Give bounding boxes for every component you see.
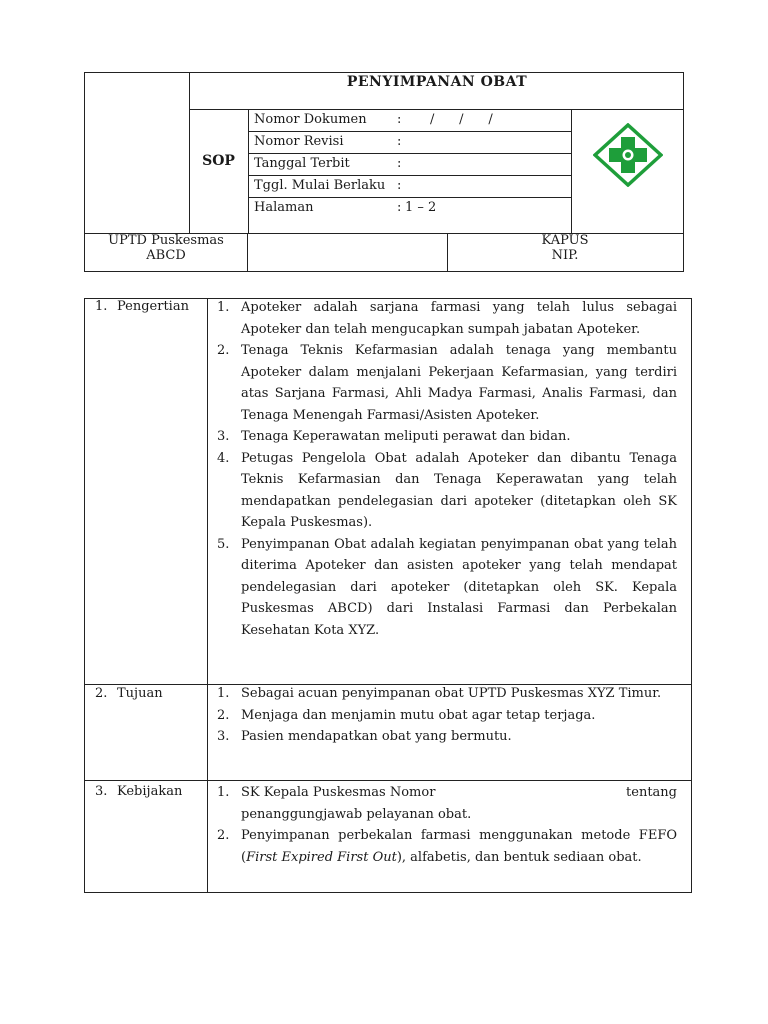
item-text: ), alfabetis, dan bentuk sediaan obat.	[396, 849, 642, 865]
signatory-nip: NIP.	[551, 248, 579, 263]
section-label-kebijakan	[95, 784, 182, 799]
item-number: 5.	[217, 536, 230, 552]
meta-colon: :	[397, 200, 402, 215]
item-number: 2.	[217, 343, 230, 358]
list-item	[217, 782, 677, 825]
item-number: 1.	[217, 300, 230, 315]
puskesmas-logo-icon	[593, 123, 663, 187]
footer-institution	[85, 233, 247, 263]
item-number: 1.	[217, 785, 230, 800]
section-label-tujuan	[95, 686, 163, 701]
institution-line: UPTD Puskesmas	[108, 233, 224, 248]
item-text: Sebagai acuan penyimpanan obat UPTD Puskesmas XYZ Timur.	[241, 686, 662, 701]
item-text-italic: First Expired First Out	[246, 849, 397, 865]
meta-colon: :	[397, 112, 402, 127]
sop-content-table	[84, 298, 692, 893]
section-label-pengertian	[95, 299, 189, 314]
item-number: 2.	[217, 707, 230, 723]
list-item	[217, 297, 677, 340]
tujuan-list	[217, 683, 677, 748]
meta-label: Nomor Revisi	[254, 134, 344, 149]
institution-line: ABCD	[146, 248, 186, 263]
meta-row-nomor-revisi	[248, 132, 571, 154]
item-number: 4.	[217, 450, 230, 466]
meta-row-mulai-berlaku	[248, 176, 571, 198]
item-first-line	[241, 782, 677, 804]
item-number: 1.	[217, 686, 230, 701]
item-text: Menjaga dan menjamin mutu obat agar tetap terjaga.	[241, 707, 596, 723]
item-text: Penyimpanan perbekalan farmasi menggunakan metode FEFO (	[241, 828, 677, 865]
sop-label: SOP	[202, 153, 235, 169]
meta-row-tanggal-terbit	[248, 154, 571, 176]
item-number: 2.	[217, 828, 230, 843]
section-title: Kebijakan	[117, 784, 183, 799]
document-title: PENYIMPANAN OBAT	[346, 74, 528, 90]
list-item	[217, 683, 677, 705]
item-text: Penyimpanan Obat adalah kegiatan penyimpanan obat yang telah diterima Apoteker dan asisten apoteker yang telah mendapat pendelegasian dari apoteker (ditetapkan oleh SK. Kepala Puskesmas ABCD) dari Instalasi Farmasi dan Perbekalan Kesehatan Kota XYZ.	[241, 536, 677, 638]
meta-value: / / /	[430, 112, 493, 127]
meta-row-halaman	[248, 198, 571, 220]
item-text: SK Kepala Puskesmas Nomor	[241, 785, 436, 800]
footer-signatory	[505, 233, 625, 263]
item-number: 3.	[217, 729, 230, 744]
item-text: Tenaga Teknis Kefarmasian adalah tenaga yang membantu Apoteker dalam menjalani Pekerjaan Kefarmasian, yang terdiri atas Sarjana Farmasi, Ahli Madya Farmasi, Analis Farmasi, dan Tenaga Menengah Farmasi/Asisten Apoteker.	[241, 343, 677, 423]
section-number: 2.	[95, 686, 108, 701]
meta-label: Nomor Dokumen	[254, 112, 367, 127]
section-number: 3.	[95, 784, 108, 799]
item-text: Petugas Pengelola Obat adalah Apoteker dan dibantu Tenaga Teknis Kefarmasian dan Tenaga Keperawatan yang telah mendapatkan pendelegasian dari apoteker (ditetapkan oleh SK Kepala Puskesmas).	[241, 450, 677, 530]
item-text: Pasien mendapatkan obat yang bermutu.	[241, 729, 512, 744]
section-title: Tujuan	[117, 686, 163, 701]
meta-row-nomor-dokumen	[248, 110, 571, 132]
item-text: Tenaga Keperawatan meliputi perawat dan bidan.	[241, 429, 571, 444]
item-text: penanggungjawab pelayanan obat.	[241, 806, 472, 822]
item-text: Apoteker adalah sarjana farmasi yang telah lulus sebagai Apoteker dan telah mengucapkan sumpah jabatan Apoteker.	[241, 300, 677, 337]
list-item	[217, 726, 677, 748]
meta-value: 1 – 2	[405, 200, 437, 215]
section-title: Pengertian	[117, 299, 189, 314]
list-item	[217, 448, 677, 534]
meta-colon: :	[397, 134, 402, 149]
item-text: tentang	[626, 785, 677, 800]
list-item	[217, 825, 677, 868]
kebijakan-list	[217, 782, 677, 868]
list-item	[217, 426, 677, 448]
pengertian-list	[217, 297, 677, 641]
list-item	[217, 340, 677, 426]
list-item	[217, 534, 677, 642]
signatory-title: KAPUS	[541, 233, 589, 248]
item-number: 3.	[217, 429, 230, 444]
sop-header-box	[84, 72, 684, 272]
list-item	[217, 705, 677, 727]
meta-colon: :	[397, 156, 402, 171]
meta-label: Halaman	[254, 200, 314, 215]
meta-label: Tggl. Mulai Berlaku	[254, 178, 386, 193]
meta-label: Tanggal Terbit	[254, 156, 350, 171]
meta-colon: :	[397, 178, 402, 193]
section-number: 1.	[95, 299, 108, 314]
